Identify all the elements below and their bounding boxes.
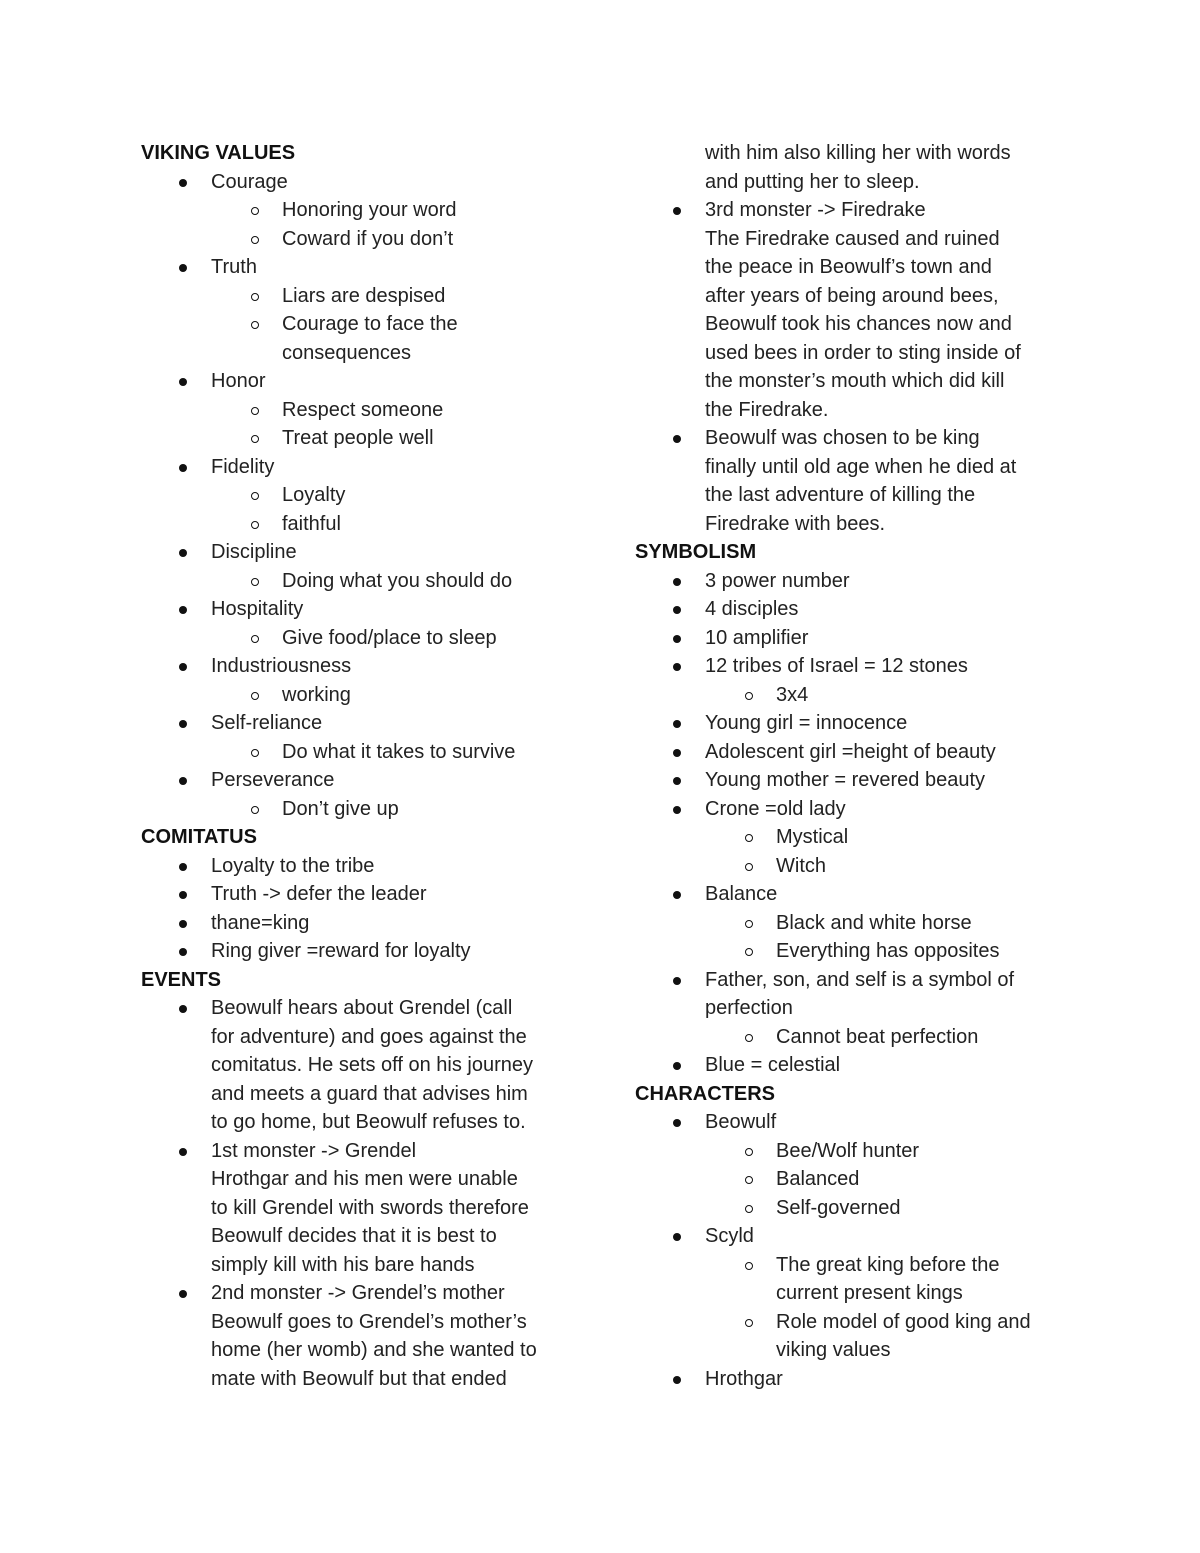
hollow-bullet-icon — [745, 1176, 753, 1184]
sub-list-item-text: Treat people well — [282, 427, 434, 449]
sub-list-item-text: Doing what you should do — [282, 569, 513, 592]
list-item-text: Beowulf — [705, 1111, 777, 1133]
hollow-bullet-icon — [745, 1034, 753, 1042]
sub-list-item-text: Black and white horse — [776, 911, 972, 934]
sub-list-item — [635, 1308, 1075, 1365]
list-item-text: 2nd monster -> Grendel’s mother Beowulf goes to Grendel’s mother’s home (her womb) and she wanted to mate with Beowulf but that ended — [211, 1282, 537, 1390]
list-item-text: Fidelity — [211, 455, 275, 478]
section-heading-text: COMITATUS — [141, 826, 257, 848]
list-item — [141, 1279, 581, 1393]
list-item — [635, 567, 1075, 596]
section-heading-text: EVENTS — [141, 968, 222, 991]
sub-list-item — [141, 424, 581, 453]
list-item — [141, 253, 581, 282]
hollow-bullet-icon — [251, 635, 259, 643]
bullet-icon — [179, 549, 187, 557]
bullet-icon — [179, 464, 187, 472]
hollow-bullet-icon — [745, 1148, 753, 1156]
sub-list-item-text: Do what it takes to survive — [282, 740, 516, 763]
list-item-text: thane=king — [211, 911, 310, 934]
sub-list-item — [141, 310, 581, 367]
bullet-icon — [179, 264, 187, 272]
sub-list-item-text: Balanced — [776, 1168, 860, 1190]
list-item-text: 12 tribes of Israel = 12 stones — [705, 655, 968, 677]
list-item — [635, 795, 1075, 824]
hollow-bullet-icon — [745, 1262, 753, 1270]
bullet-icon — [673, 207, 681, 215]
list-item-text: Hrothgar — [705, 1367, 783, 1390]
bullet-icon — [179, 606, 187, 614]
list-item — [635, 1222, 1075, 1251]
bullet-icon — [673, 749, 681, 757]
sub-list-item — [635, 681, 1075, 710]
sub-list-item — [141, 681, 581, 710]
list-item — [141, 453, 581, 482]
sub-list-item — [141, 481, 581, 510]
sub-list-item-text: Honoring your word — [282, 199, 457, 221]
sub-list-item-text: Don’t give up — [282, 797, 399, 820]
hollow-bullet-icon — [745, 920, 753, 928]
sub-list-item-text: Bee/Wolf hunter — [776, 1139, 920, 1162]
sub-list-item-text: Mystical — [776, 826, 849, 848]
list-item — [635, 196, 1075, 424]
list-item-text: Young mother = revered beauty — [705, 769, 986, 791]
sub-list-item-text: The great king before the current present kings — [776, 1253, 1000, 1304]
list-item — [141, 937, 581, 966]
list-item — [635, 1051, 1075, 1080]
bullet-icon — [673, 891, 681, 899]
hollow-bullet-icon — [251, 521, 259, 529]
list-item-text: Crone =old lady — [705, 797, 846, 820]
hollow-bullet-icon — [745, 834, 753, 842]
list-item — [635, 1365, 1075, 1394]
bullet-icon — [673, 606, 681, 614]
hollow-bullet-icon — [251, 578, 259, 586]
sub-list-item-text: Liars are despised — [282, 284, 446, 307]
sub-list-item — [635, 1165, 1075, 1194]
sub-list-item — [635, 1194, 1075, 1223]
list-item — [141, 595, 581, 624]
list-item — [635, 624, 1075, 653]
list-item-text: 3 power number — [705, 569, 850, 592]
list-item-text: Scyld — [705, 1225, 754, 1247]
list-item-text: 10 amplifier — [705, 626, 809, 649]
sub-list-item — [635, 909, 1075, 938]
sub-list-item-text: Everything has opposites — [776, 940, 1000, 962]
section-heading-text: VIKING VALUES — [141, 142, 296, 164]
list-item — [141, 880, 581, 909]
list-item-text: Discipline — [211, 541, 297, 563]
list-item-text: Young girl = innocence — [705, 712, 908, 734]
list-item — [635, 652, 1075, 681]
list-item-text: Truth — [211, 256, 257, 278]
section-heading — [141, 139, 581, 168]
list-item — [635, 1108, 1075, 1137]
sub-list-item — [141, 282, 581, 311]
sub-list-item — [141, 225, 581, 254]
list-item — [635, 709, 1075, 738]
bullet-icon — [673, 1233, 681, 1241]
sub-list-item-text: Give food/place to sleep — [282, 626, 497, 649]
bullet-icon — [179, 777, 187, 785]
list-item-text: Self-reliance — [211, 712, 323, 734]
list-item-text: Beowulf hears about Grendel (call for adventure) and goes against the comitatus. He sets off on his journey and meets a guard that advises him to go home, but Beowulf refuses to. — [211, 997, 534, 1133]
sub-list-item-text: Coward if you don’t — [282, 227, 454, 250]
list-item-text: Ring giver =reward for loyalty — [211, 940, 471, 962]
list-item-text: Industriousness — [211, 655, 352, 677]
list-item — [141, 1137, 581, 1280]
hollow-bullet-icon — [745, 1319, 753, 1327]
list-item-text: Honor — [211, 370, 266, 392]
hollow-bullet-icon — [251, 207, 259, 215]
list-item-text: Courage — [211, 170, 288, 193]
sub-list-item — [635, 852, 1075, 881]
section-heading — [141, 966, 581, 995]
list-item-text: Balance — [705, 883, 778, 905]
section-heading — [141, 823, 581, 852]
sub-list-item-text: Witch — [776, 854, 826, 877]
sub-list-item — [635, 1137, 1075, 1166]
list-item-text: Hospitality — [211, 598, 304, 620]
list-item — [141, 538, 581, 567]
bullet-icon — [179, 863, 187, 871]
sub-list-item — [635, 823, 1075, 852]
list-item-text: Loyalty to the tribe — [211, 854, 375, 877]
bullet-icon — [673, 720, 681, 728]
sub-list-item — [141, 196, 581, 225]
bullet-icon — [179, 1005, 187, 1013]
list-item — [141, 852, 581, 881]
list-item — [141, 994, 581, 1137]
sub-list-item-text: faithful — [282, 512, 341, 535]
bullet-icon — [179, 663, 187, 671]
bullet-icon — [179, 891, 187, 899]
sub-list-item-text: Self-governed — [776, 1196, 901, 1219]
bullet-icon — [673, 1119, 681, 1127]
hollow-bullet-icon — [251, 321, 259, 329]
bullet-icon — [673, 663, 681, 671]
left-column — [141, 139, 581, 1393]
list-item — [141, 168, 581, 197]
list-item-text: with him also killing her with words and putting her to sleep. — [705, 142, 1011, 193]
list-item-text: Perseverance — [211, 769, 335, 791]
list-item-text: 4 disciples — [705, 598, 799, 620]
sub-list-item — [635, 1023, 1075, 1052]
sub-list-item-text: 3x4 — [776, 683, 809, 706]
sub-list-item-text: Respect someone — [282, 398, 444, 421]
list-item-text: 3rd monster -> Firedrake The Firedrake caused and ruined the peace in Beowulf’s town and after years of being around bees, Beowulf took his chances now and used bees in order to sting inside of the monster’s mouth which did kill the Firedrake. — [705, 199, 1021, 421]
list-item — [635, 738, 1075, 767]
sub-list-item — [141, 510, 581, 539]
list-item — [635, 880, 1075, 909]
bullet-icon — [673, 806, 681, 814]
list-item — [635, 966, 1075, 1023]
hollow-bullet-icon — [745, 1205, 753, 1213]
list-item — [141, 367, 581, 396]
right-column — [635, 139, 1075, 1393]
list-item-text: Truth -> defer the leader — [211, 883, 427, 905]
list-item — [141, 652, 581, 681]
hollow-bullet-icon — [745, 863, 753, 871]
sub-list-item — [635, 1251, 1075, 1308]
list-item — [635, 424, 1075, 538]
hollow-bullet-icon — [251, 492, 259, 500]
sub-list-item-text: Cannot beat perfection — [776, 1025, 979, 1048]
list-item-text: Blue = celestial — [705, 1054, 841, 1076]
hollow-bullet-icon — [251, 749, 259, 757]
bullet-icon — [673, 578, 681, 586]
bullet-icon — [673, 777, 681, 785]
bullet-icon — [179, 920, 187, 928]
sub-list-item — [635, 937, 1075, 966]
bullet-icon — [673, 1376, 681, 1384]
hollow-bullet-icon — [251, 435, 259, 443]
sub-list-item — [141, 567, 581, 596]
section-heading-text: SYMBOLISM — [635, 541, 757, 563]
sub-list-item-text: Loyalty — [282, 484, 346, 506]
section-heading — [635, 538, 1075, 567]
sub-list-item-text: working — [282, 683, 351, 706]
hollow-bullet-icon — [251, 806, 259, 814]
list-item — [635, 766, 1075, 795]
bullet-icon — [179, 1290, 187, 1298]
hollow-bullet-icon — [251, 236, 259, 244]
sub-list-item-text: Courage to face the consequences — [282, 313, 458, 364]
hollow-bullet-icon — [251, 293, 259, 301]
bullet-icon — [179, 720, 187, 728]
bullet-icon — [179, 948, 187, 956]
list-item — [141, 766, 581, 795]
list-item — [141, 709, 581, 738]
bullet-icon — [673, 977, 681, 985]
list-item-continuation — [635, 139, 1075, 196]
hollow-bullet-icon — [251, 692, 259, 700]
sub-list-item — [141, 795, 581, 824]
bullet-icon — [673, 435, 681, 443]
list-item-text: Beowulf was chosen to be king finally until old age when he died at the last adventure of killing the Firedrake with bees. — [705, 427, 1017, 535]
hollow-bullet-icon — [745, 948, 753, 956]
bullet-icon — [673, 635, 681, 643]
list-item-text: Father, son, and self is a symbol of perfection — [705, 968, 1015, 1019]
bullet-icon — [673, 1062, 681, 1070]
sub-list-item — [141, 738, 581, 767]
bullet-icon — [179, 378, 187, 386]
section-heading — [635, 1080, 1075, 1109]
sub-list-item-text: Role model of good king and viking values — [776, 1310, 1031, 1361]
list-item — [635, 595, 1075, 624]
sub-list-item — [141, 396, 581, 425]
list-item — [141, 909, 581, 938]
hollow-bullet-icon — [745, 692, 753, 700]
sub-list-item — [141, 624, 581, 653]
list-item-text: Adolescent girl =height of beauty — [705, 740, 996, 763]
hollow-bullet-icon — [251, 407, 259, 415]
bullet-icon — [179, 1148, 187, 1156]
bullet-icon — [179, 179, 187, 187]
section-heading-text: CHARACTERS — [635, 1082, 775, 1105]
list-item-text: 1st monster -> Grendel Hrothgar and his men were unable to kill Grendel with swords therefore Beowulf decides that it is best to simply kill with his bare hands — [211, 1139, 529, 1276]
